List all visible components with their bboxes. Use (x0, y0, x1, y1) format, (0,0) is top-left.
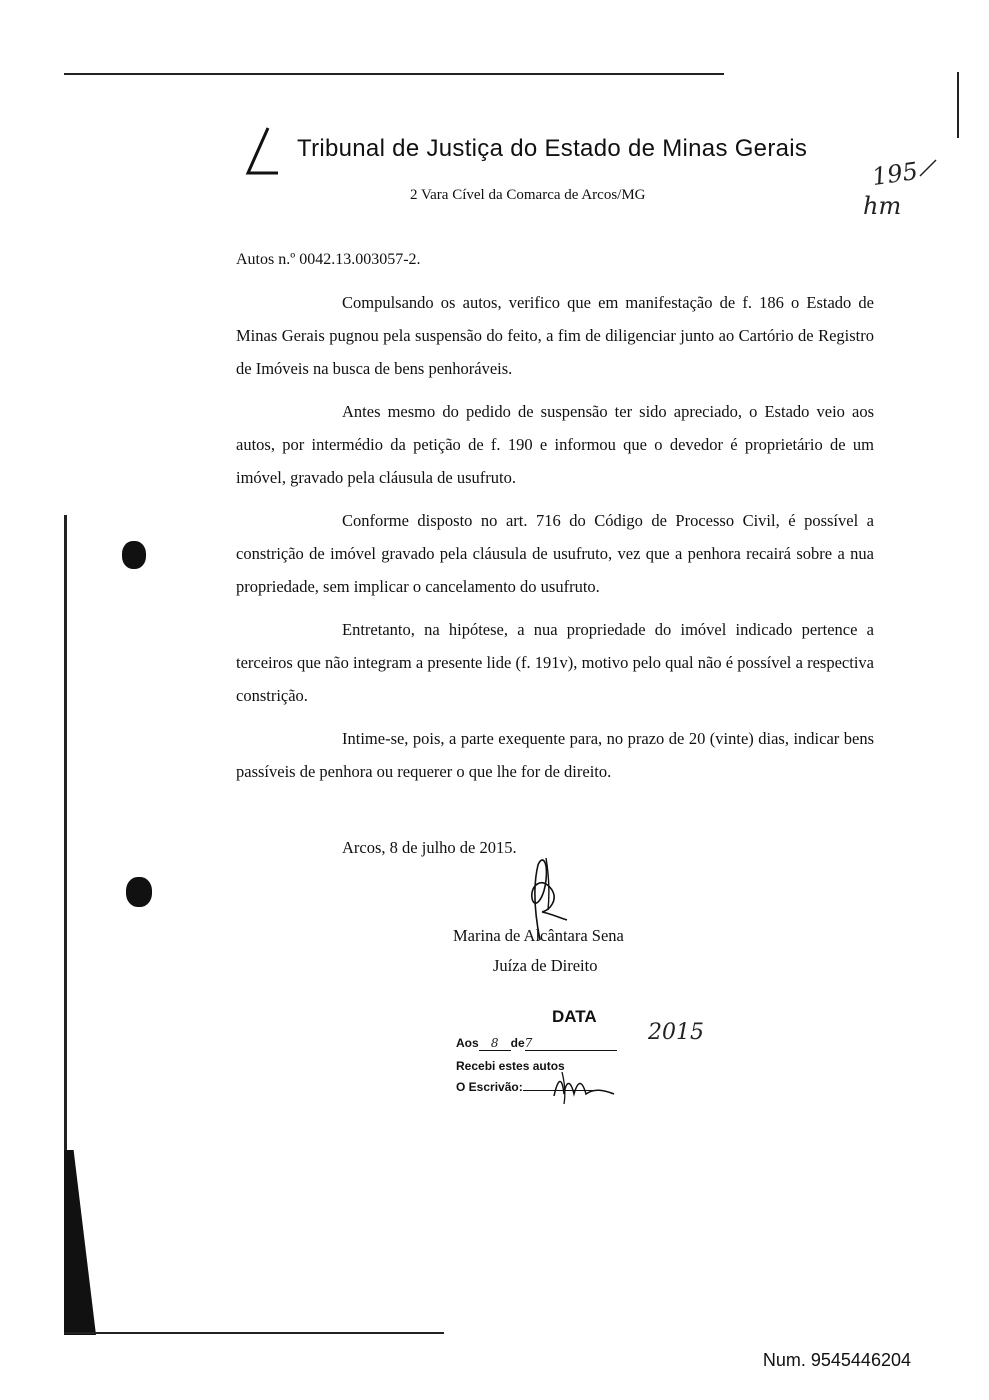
stamp-year-handwritten: 2015 (648, 1020, 704, 1045)
stamp-de-label: de (510, 1036, 525, 1050)
court-division: 2 Vara Cível da Comarca de Arcos/MG (410, 187, 646, 203)
stamp-date-row (456, 1036, 617, 1051)
left-scan-shadow (64, 1150, 96, 1335)
judge-title: Juíza de Direito (493, 956, 598, 975)
stamp-received-label: Recebi estes autos (456, 1059, 565, 1073)
stamp-clerk-label: O Escrivão: (456, 1080, 523, 1094)
right-scan-line (957, 72, 959, 138)
stamp-day-handwritten: 8 (479, 1036, 511, 1051)
paragraph-1: Compulsando os autos, verifico que em manifestação de f. 186 o Estado de Minas Gerais pugnou pela suspensão do feito, a fim de diligenciar junto ao Cartório de Registro de Imóveis na busca de bens penhoráveis. (236, 293, 874, 378)
court-emblem-mark (238, 125, 286, 180)
handwritten-page-number: 195 (870, 156, 920, 192)
clerk-signature (548, 1068, 618, 1108)
punch-hole-mark (122, 541, 146, 569)
paragraph-3: Conforme disposto no art. 716 do Código de Processo Civil, é possível a constrição de imóvel gravado pela cláusula de usufruto, vez que a penhora recairá sobre a nua propriedade, sem implicar o cancelamento do usufruto. (236, 511, 874, 596)
date-line: Arcos, 8 de julho de 2015. (342, 838, 517, 857)
stamp-title: DATA (552, 1007, 597, 1026)
court-name-heading: Tribunal de Justiça do Estado de Minas Gerais (297, 135, 808, 162)
case-number: Autos n.º 0042.13.003057-2. (236, 251, 421, 268)
punch-hole-mark (126, 877, 152, 907)
paragraph-4: Entretanto, na hipótese, a nua propriedade do imóvel indicado pertence a terceiros que não integram a presente lide (f. 191v), motivo pelo qual não é possível a respectiva constrição. (236, 620, 874, 705)
stamp-month-handwritten: 7 (525, 1036, 617, 1051)
document-number: Num. 9545446204 (762, 1350, 911, 1370)
decision-body (236, 286, 874, 788)
paragraph-5: Intime-se, pois, a parte exequente para, no prazo de 20 (vinte) dias, indicar bens passíveis de penhora ou requerer o que lhe for de direito. (236, 729, 874, 781)
paragraph-2: Antes mesmo do pedido de suspensão ter sido apreciado, o Estado veio aos autos, por intermédio da petição de f. 190 e informou que o devedor é proprietário de um imóvel, gravado pela cláusula de usufruto. (236, 402, 874, 487)
bottom-scan-line (64, 1332, 444, 1334)
judge-name: Marina de Alcântara Sena (453, 926, 624, 945)
margin-mark-stroke (918, 158, 938, 178)
handwritten-initials: hm (863, 192, 902, 220)
top-scan-line (64, 73, 724, 75)
stamp-aos-label: Aos (456, 1036, 479, 1050)
